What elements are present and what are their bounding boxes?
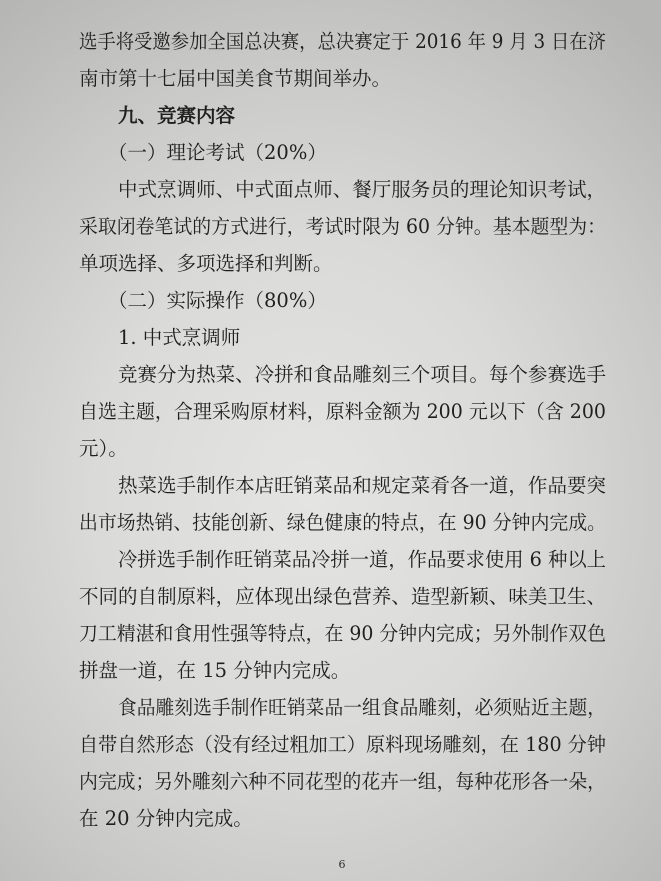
text-line <box>79 208 606 245</box>
text-line <box>79 245 606 282</box>
text-line <box>79 467 606 504</box>
line-text: 内完成；另外雕刻六种不同花型的花卉一组，每种花形各一朵， <box>79 770 606 793</box>
line-text: 中式烹调师、中式面点师、餐厅服务员的理论知识考试， <box>118 178 606 201</box>
line-text: 不同的自制原料，应体现出绿色营养、造型新颖、味美卫生、 <box>79 585 606 608</box>
line-text: 食品雕刻选手制作旺销菜品一组食品雕刻，必须贴近主题， <box>118 696 606 719</box>
theory-paragraph <box>79 171 606 282</box>
text-line <box>79 171 606 208</box>
text-line <box>79 726 606 763</box>
section-heading <box>79 97 606 134</box>
text-line <box>79 504 606 541</box>
line-text: 出市场热销、技能创新、绿色健康的特点，在 90 分钟内完成。 <box>79 511 606 534</box>
line-text: 热菜选手制作本店旺销菜品和规定菜肴各一道，作品要突 <box>118 474 606 497</box>
section-heading-text: 九、竞赛内容 <box>118 104 236 127</box>
line-text: 拼盘一道，在 15 分钟内完成。 <box>79 659 351 682</box>
text-line <box>79 23 606 60</box>
page-number: 6 <box>338 858 346 871</box>
item-heading <box>79 319 606 356</box>
overview-paragraph <box>79 356 606 467</box>
subsection-heading-theory <box>79 134 606 171</box>
text-line <box>79 356 606 393</box>
text-line <box>79 652 606 689</box>
page-body <box>79 23 606 837</box>
text-line <box>79 541 606 578</box>
text-line <box>79 689 606 726</box>
subsection-heading-text: （一）理论考试（20%） <box>108 141 327 164</box>
line-text: 采取闭卷笔试的方式进行，考试时限为 60 分钟。基本题型为： <box>79 215 606 238</box>
line-text: 元）。 <box>79 437 128 460</box>
food-carving-paragraph <box>79 689 606 837</box>
line-text: 选手将受邀参加全国总决赛，总决赛定于 2016 年 9 月 3 日在济 <box>79 30 606 53</box>
text-line <box>79 615 606 652</box>
line-text: 自选主题，合理采购原材料，原料金额为 200 元以下（含 200 <box>79 400 606 423</box>
text-line <box>79 800 606 837</box>
item-heading-text: 1. 中式烹调师 <box>118 326 241 349</box>
subsection-heading-practical <box>79 282 606 319</box>
continuation-paragraph <box>79 23 606 97</box>
line-text: 竞赛分为热菜、冷拼和食品雕刻三个项目。每个参赛选手 <box>118 363 606 386</box>
line-text: 在 20 分钟内完成。 <box>79 807 253 830</box>
line-text: 自带自然形态（没有经过粗加工）原料现场雕刻，在 180 分钟 <box>79 733 606 756</box>
text-line <box>79 60 606 97</box>
line-text: 单项选择、多项选择和判断。 <box>79 252 333 275</box>
line-text: 南市第十七届中国美食节期间举办。 <box>79 67 392 90</box>
line-text: 冷拼选手制作旺销菜品冷拼一道，作品要求使用 6 种以上 <box>118 548 606 571</box>
text-line <box>79 430 606 467</box>
text-line <box>79 763 606 800</box>
line-text: 刀工精湛和食用性强等特点，在 90 分钟内完成；另外制作双色 <box>79 622 606 645</box>
subsection-heading-text: （二）实际操作（80%） <box>108 289 327 312</box>
text-line <box>79 578 606 615</box>
cold-platter-paragraph <box>79 541 606 689</box>
hot-dishes-paragraph <box>79 467 606 541</box>
text-line <box>79 393 606 430</box>
